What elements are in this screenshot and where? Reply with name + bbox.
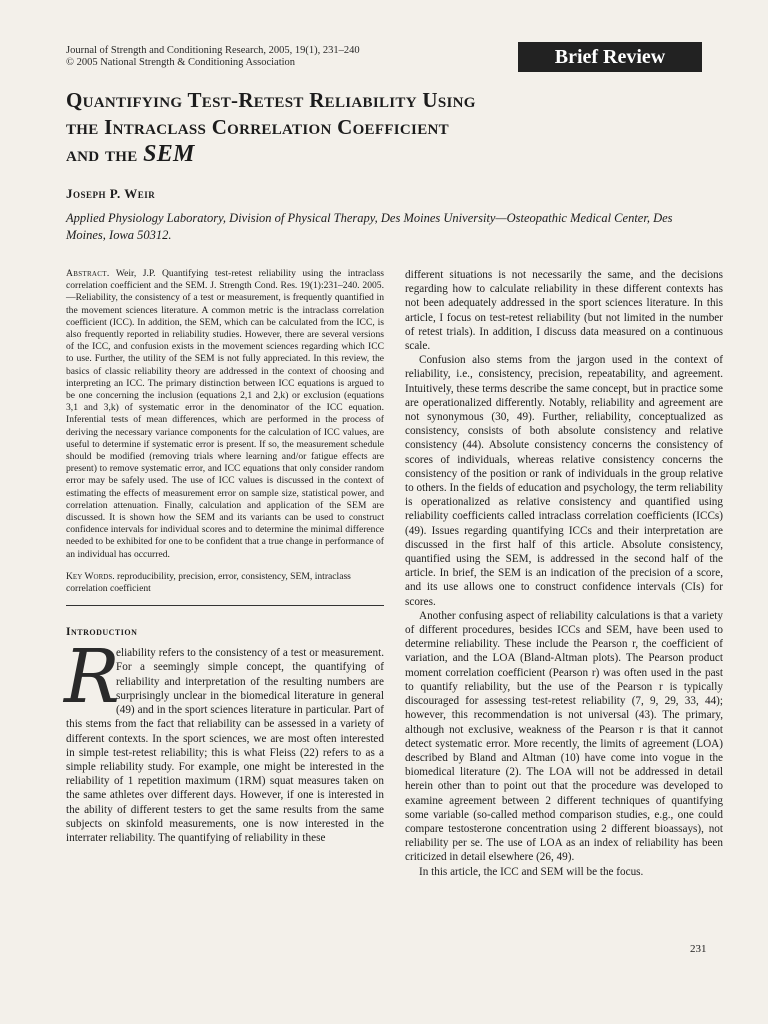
paragraph-procedures: Another confusing aspect of reliability calculations is that a variety of different procedures, besides ICCs and SEM, have been used to determine reliability. These include the Pearson r, the coefficient of variation, and the LOA (Bland-Altman plots). The Pearson product moment correlation coefficient (Pearson r) was often used in the past to quantify reliability, but the use of the Pearson r is typically discouraged for assessing test-retest reliability (7, 9, 29, 33, 44); however, this recommendation is not universal (43). The primary, although not exclusive, weakness of the Pearson r is that it cannot detect systematic error. More recently, the limits of agreement (LOA) described by Bland and Altman (10) have come into vogue in the biomedical literature (2). The LOA will not be addressed in detail herein other than to point out that the procedure was developed to examine agreement between 2 different techniques of quantifying some variable (so-called method comparison studies, e.g., one could compare testosterone concentration using 2 different bioassays), not reliability per se. The use of LOA as an index of reliability has been criticized in detail elsewhere (26, 49).: [405, 609, 723, 864]
abstract-text: Weir, J.P. Quantifying test-retest reliability using the intraclass correlation coefficient and the SEM. J. Strength Cond. Res. 19(1):231–240. 2005.—Reliability, the consistency of a test or measurement, is frequently quantified in the movement sciences literature. A common metric is the intraclass correlation coefficient (ICC). In addition, the SEM, which can be calculated from the ICC, is also frequently reported in reliability studies. However, there are several versions of the ICC, and confusion exists in the movement sciences regarding which ICC to use. Further, the utility of the SEM is not fully appreciated. In this review, the basics of classic reliability theory are addressed in the context of choosing and interpreting an ICC. The primary distinction between ICC equations is argued to be one concerning the inclusion (equations 2,1 and 2,k) or exclusion (equations 3,1 and 3,k) of systematic error in the denominator of the ICC equation. Inferential tests of mean differences, which are performed in the process of deriving the necessary variance components for the calculation of ICC values, are useful to determine if systematic error is present. If so, the measurement schedule should be modified (removing trials where learning and/or fatigue effects are present) to remove systematic error, and ICC equations that only consider random error may be safely used. The use of ICC values is discussed in the context of estimating the effects of measurement error on sample size, statistical power, and correlation attenuation. Finally, calculation and application of the SEM are discussed. It is shown how the SEM and its variants can be used to construct confidence intervals for individual scores and to determine the minimal difference needed to be exhibited for one to be confident that a true change in performance of an individual has occurred.: [66, 268, 384, 560]
right-column: [405, 268, 723, 879]
title-line-2: the Intraclass Correlation Coefficient: [66, 115, 449, 139]
copyright-line: © 2005 National Strength & Conditioning Association: [66, 57, 296, 68]
page-number: 231: [690, 943, 707, 955]
keywords-text: reproducibility, precision, error, consistency, SEM, intraclass correlation coefficient: [66, 570, 351, 595]
drop-cap-letter: R: [64, 634, 120, 721]
paragraph-confusion: Confusion also stems from the jargon used in the context of reliability, i.e., consistency, precision, repeatability, and agreement. Intuitively, these terms describe the same concept, but in practice some are operationalized differently. Notably, reliability and agreement are not synonymous (30, 49). Further, reliability, conceptualized as consistency, consists of both absolute consistency and relative consistency (44). Absolute consistency concerns the consistency of scores of individuals, whereas relative consistency concerns the consistency of the position or rank of individuals in the group relative to others. In the fields of education and psychology, the term reliability is operationalized as relative consistency and quantified using reliability coefficients called intraclass correlation coefficients (ICCs) (49). Issues regarding quantifying ICCs and their interpretation are discussed in the first half of this article. Absolute consistency, quantified using the SEM, is addressed in the second half of the article. In brief, the SEM is an indication of the precision of a score, and its use allows one to construct confidence intervals (CIs) for scores.: [405, 354, 724, 608]
article-title: [66, 87, 726, 168]
title-line-3: [66, 141, 726, 168]
title-sem: SEM: [143, 141, 195, 167]
keywords-label: Key Words.: [66, 570, 115, 582]
abstract-label: Abstract.: [66, 268, 110, 279]
keywords: [66, 571, 384, 606]
abstract: [66, 268, 384, 561]
author-name: Joseph P. Weir: [66, 186, 156, 201]
section-heading-introduction: Introduction: [66, 626, 138, 639]
intro-paragraph-text: eliability refers to the consistency of a test or measurement. For a seemingly simple concept, the quantifying of reliability and interpretation of the resulting numbers are surprisingly unclear in the biomedical literature in general (49) and in the sport sciences literature in particular. Part of this stems from the fact that reliability can be assessed in a variety of different contexts. In the sport sciences, we are most often interested in simple test-retest reliability; this is what Fleiss (22) refers to as a simple reliability study. For example, one might be interested in the reliability of 1 repetition maximum (1RM) squat measures taken on the same athletes over different days. However, if one is interested in the ability of different testers to get the same results from the same subjects on skinfold measurements, one is now interested in the interrater reliability. The quantifying of reliability in these: [66, 647, 384, 844]
brief-review-badge: Brief Review: [518, 42, 702, 72]
paragraph-continued: different situations is not necessarily the same, and the decisions regarding how to calculate reliability in these different contexts has not been adequately addressed in the sport sciences literature. In this article, I focus on test-retest reliability (but not limited in the number of retest trials). In addition, I discuss data measured on a continuous scale.: [405, 269, 723, 353]
paragraph-focus: In this article, the ICC and SEM will be the focus.: [419, 865, 644, 878]
title-line-1: Quantifying Test-Retest Reliability Using: [66, 88, 476, 112]
author-affiliation: Applied Physiology Laboratory, Division of Physical Therapy, Des Moines University—Osteopathic Medical Center, Des Moines, Iowa 50312.: [66, 211, 673, 242]
journal-citation: Journal of Strength and Conditioning Research, 2005, 19(1), 231–240: [66, 45, 360, 56]
intro-paragraph: [64, 634, 384, 845]
left-column: [66, 268, 384, 845]
title-line-3-prefix: and the: [66, 142, 138, 166]
